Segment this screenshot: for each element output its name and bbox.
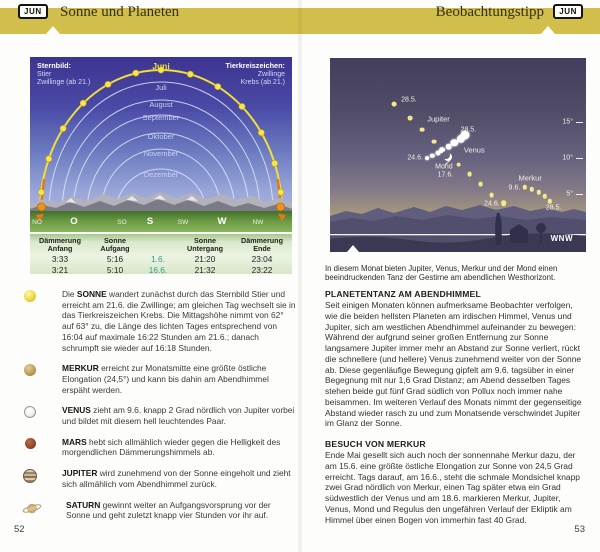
month-label-november: November	[143, 149, 179, 158]
merkur-track-dot	[501, 201, 507, 207]
altitude-label-15: 15°	[562, 118, 573, 126]
moon-shadow	[442, 151, 450, 159]
constellation-line2: Zwillinge (ab 21.)	[37, 79, 91, 86]
sun-path-diagram	[30, 57, 292, 232]
chart-label-96: 9.6.	[508, 184, 521, 192]
jupiter-icon	[22, 469, 38, 483]
page-gutter	[297, 0, 303, 552]
month-label-dezember: Dezember	[143, 170, 179, 179]
planet-note-venus	[22, 405, 296, 426]
table-cell: 5:16	[106, 253, 124, 264]
chart-label-285: 28.5.	[460, 126, 477, 134]
constellation-line1: Stier	[37, 70, 52, 78]
month-label-august: August	[149, 100, 173, 109]
jupiter-track-dot	[432, 139, 437, 144]
planet-orb	[24, 290, 36, 302]
section-body-1: Seit einigen Monaten können aufmerksame Beobachter verfolgen, wie die beiden hellsten Planeten am irdischen Himmel, Venus und Jupiter, sich am westlichen Abendhimmel aufeinander zu bewegen: Während der aufgrund seiner großen Entfernung zur Sonne langsamere Jupiter immer mehr an Abstand zur Sonne verliert, rückt die schnellere (und hellere) Venus zunehmend weiter von der Sonne ab. Diese gegenläufige Bewegung gipfelt am 9.6. tagsüber in einer Begegnung mit nur 1,6 Grad Distanz; am Abend desselben Tages stehen beide gut fünf Grad südlich von Pollux noch immer nahe beisammen. Im weiteren Verlauf des Monats nimmt der gegenseitige Abstand wieder rasch zu und zum Monatsende verschwindet Jupiter im Glanz der Sonne.	[325, 300, 582, 429]
venus-track-dot	[430, 154, 434, 158]
sun-dot	[258, 130, 264, 136]
mercury-icon	[22, 364, 38, 376]
sun-dot	[60, 125, 66, 131]
planet-orb	[24, 364, 36, 376]
chart-label-246: 24.6.	[484, 200, 500, 208]
header-line: Untergang	[187, 243, 223, 253]
caption-notch	[347, 245, 359, 252]
planet-note-text	[62, 437, 296, 458]
merkur-track-dot	[543, 194, 547, 198]
sun-dot	[80, 100, 86, 106]
section-body-2: Ende Mai gesellt sich auch noch der sonnennahe Merkur dazu, der am 15.6. eine größte östliche Elongation zur Sonne von 24,5 Grad erreicht. Tags darauf, am 16.6., steht die schmale Mondsichel knapp zwei Grad nördlich von Merkur, einen Tag später etwa ein Grad südwestlich der Venus und am 18.6. markieren Merkur, Jupiter, Venus, Mond und Regulus den ungefähren Verlauf der Ekliptik am Himmel über einen Bogen von immerhin fast 40 Grad.	[325, 450, 580, 525]
planet-name: JUPITER	[62, 468, 98, 479]
month-label-juli: Juli	[155, 83, 167, 92]
table-cell: 3:21	[51, 265, 69, 276]
band-notch-right	[541, 26, 555, 34]
table-header-cell	[90, 237, 140, 253]
planet-note-text	[62, 405, 296, 426]
header-line: Ende	[253, 243, 271, 253]
jupiter-track-dot	[392, 102, 397, 107]
chart-label-jupiter: Jupiter	[427, 114, 450, 124]
mars-icon	[22, 438, 38, 449]
planet-note-text	[62, 363, 296, 395]
note-body: wandert zunächst durch das Sternbild Stier und erreicht am 21.6. die Zwillinge; am gleichen Tag wechselt sie in das Tierkreiszeichen Krebs. Die Mittagshöhe nimmt von 62° auf 63° zu, die Länge des lichten Tages entsprechend von 16:04 auf maximale 16:22 Stunden am 21.6.; danach schrumpft sie wieder auf 16:18 Stunden.	[62, 289, 296, 353]
band-notch-left	[46, 26, 60, 34]
sun-dot	[133, 70, 139, 76]
table-cell: 21:32	[194, 265, 216, 276]
page-title-left: Sonne und Planeten	[60, 4, 180, 20]
table-header-cell	[234, 237, 290, 253]
sun-dot	[278, 189, 284, 195]
planet-note-jupiter	[22, 468, 296, 489]
altitude-label-10: 10°	[562, 154, 573, 162]
zodiac-label	[226, 62, 286, 88]
planet-notes-list	[22, 289, 296, 531]
sun-dot	[38, 189, 44, 195]
planet-name: VENUS	[62, 405, 91, 416]
planet-name: SATURN	[66, 499, 101, 510]
header-line: Aufgang	[100, 243, 130, 253]
planet-note-text	[66, 500, 296, 521]
chart-caption: In diesem Monat bieten Jupiter, Venus, Merkur und der Mond einen beeindruckenden Tanz der Gestirne am abendlichen Westhorizont.	[325, 263, 558, 283]
chart-label-285: 28.5.	[545, 204, 562, 212]
sun-dot	[187, 71, 193, 77]
chart-label-246: 24.6.	[407, 154, 423, 162]
page-number-right: 53	[574, 524, 585, 535]
altitude-label-5: 5°	[566, 190, 573, 198]
venus-icon	[22, 406, 38, 418]
jupiter-track-dot	[489, 193, 494, 198]
planet-note-saturn	[22, 500, 296, 521]
planet-orb	[23, 469, 37, 483]
altitude-tick	[576, 122, 583, 123]
sun-dot	[105, 81, 111, 87]
note-prefix: Die	[62, 289, 77, 299]
jupiter-track-dot	[420, 127, 425, 132]
section-heading-1: PLANETENTANZ AM ABENDHIMMEL	[325, 289, 481, 299]
chart-label-merkur: Merkur	[518, 173, 542, 183]
saturn-icon	[22, 501, 42, 516]
section-heading-2: BESUCH VON MERKUR	[325, 439, 426, 449]
header-line: Sonne	[194, 236, 216, 245]
chart-label-venus: Venus	[463, 145, 485, 155]
jupiter-track-dot	[478, 182, 483, 187]
month-label-oktober: Oktober	[147, 132, 175, 141]
table-cell: 16.6.	[148, 265, 168, 276]
compass-label-s: S	[146, 216, 154, 227]
month-badge-left: JUN	[18, 4, 48, 19]
table-cell: 5:10	[106, 265, 124, 276]
planet-note-sonne	[22, 289, 296, 353]
compass-wnw-label: WNW	[550, 234, 573, 243]
planet-note-text	[62, 289, 296, 353]
table-cell: 23:04	[251, 253, 273, 264]
month-label-juni: Juni	[152, 61, 170, 71]
note-body: zieht am 9.6. knapp 2 Grad nördlich von Jupiter vorbei und bildet mit diesem hell leuchtendes Paar.	[62, 405, 295, 427]
compass-label-o: O	[70, 216, 78, 227]
jupiter-track-dot	[467, 172, 472, 177]
compass-label-nw: NW	[252, 219, 264, 226]
page-title-right: Beobachtungstipp	[435, 4, 544, 20]
compass-label-so: SO	[117, 219, 127, 226]
merkur-track-dot	[530, 187, 534, 191]
table-header-cell	[140, 237, 176, 253]
month-badge-right: JUN	[553, 4, 583, 19]
constellation-label	[37, 62, 90, 88]
planet-name: MARS	[62, 436, 87, 447]
chart-label-176: 17.6.	[437, 171, 454, 179]
sun-icon	[22, 290, 38, 302]
planet-name: SONNE	[76, 289, 107, 299]
saturn-icon-svg	[22, 501, 42, 516]
venus-track-dot	[425, 157, 429, 161]
table-header-cell	[176, 237, 234, 253]
zodiac-title: Tierkreiszeichen:	[225, 61, 285, 70]
note-body: erreicht zur Monatsmitte eine größte östliche Elongation (24,5°) und kann bis dahin am Abendhimmel erspäht werden.	[62, 363, 269, 395]
note-body: hebt sich allmählich wieder gegen die Helligkeit des morgendlichen Dämmerungshimmels ab.	[62, 436, 281, 458]
sun-dot	[215, 84, 221, 90]
header-line: Anfang	[47, 243, 73, 253]
merkur-track-dot	[548, 199, 552, 203]
planet-note-merkur	[22, 363, 296, 395]
merkur-track-dot	[537, 190, 541, 194]
sun-dot	[46, 156, 52, 162]
table-cell: 1.6.	[151, 253, 165, 264]
jupiter-track-dot	[408, 115, 413, 120]
altitude-tick	[576, 158, 583, 159]
compass-label-w: W	[217, 216, 227, 227]
zodiac-line2: Krebs (ab 21.)	[240, 79, 285, 86]
header-line: Dämmerung	[39, 236, 81, 245]
note-body: wird zunehmend von der Sonne eingeholt und zieht sich allmählich vom Abendhimmel zurück.	[62, 468, 291, 489]
merkur-track-dot	[523, 185, 527, 189]
planet-orb	[25, 438, 36, 449]
table-cell: 3:33	[51, 253, 69, 264]
table-cell: 23:22	[251, 265, 273, 276]
table-cell: 21:20	[194, 253, 216, 264]
header-line: Dämmerung	[241, 236, 283, 245]
header-line: Sonne	[104, 236, 126, 245]
constellation-title: Sternbild:	[37, 61, 72, 70]
note-body: gewinnt weiter an Aufgangsvorsprung vor der Sonne und geht zuletzt knapp vier Stunden vor ihr auf.	[66, 499, 271, 521]
evening-sky-chart	[330, 58, 586, 252]
planet-dots-layer	[330, 58, 586, 252]
twilight-table	[30, 234, 292, 274]
table-header-cell	[30, 237, 90, 253]
sun-dot	[272, 160, 278, 166]
sun-dot	[239, 103, 245, 109]
page-number-left: 52	[14, 524, 25, 535]
planet-name: MERKUR	[62, 363, 99, 374]
altitude-tick	[576, 194, 583, 195]
article-sections	[325, 289, 586, 535]
chart-label-mond: Mond	[435, 163, 453, 171]
compass-label-sw: SW	[177, 219, 189, 226]
jupiter-track-dot	[456, 162, 461, 167]
zodiac-line1: Zwillinge	[257, 70, 285, 78]
planet-note-mars	[22, 437, 296, 458]
planet-orb	[24, 406, 36, 418]
planet-note-text	[62, 468, 296, 489]
chart-label-285: 28.5.	[401, 96, 417, 104]
month-label-september: September	[142, 113, 180, 122]
compass-label-no: NO	[32, 219, 42, 226]
